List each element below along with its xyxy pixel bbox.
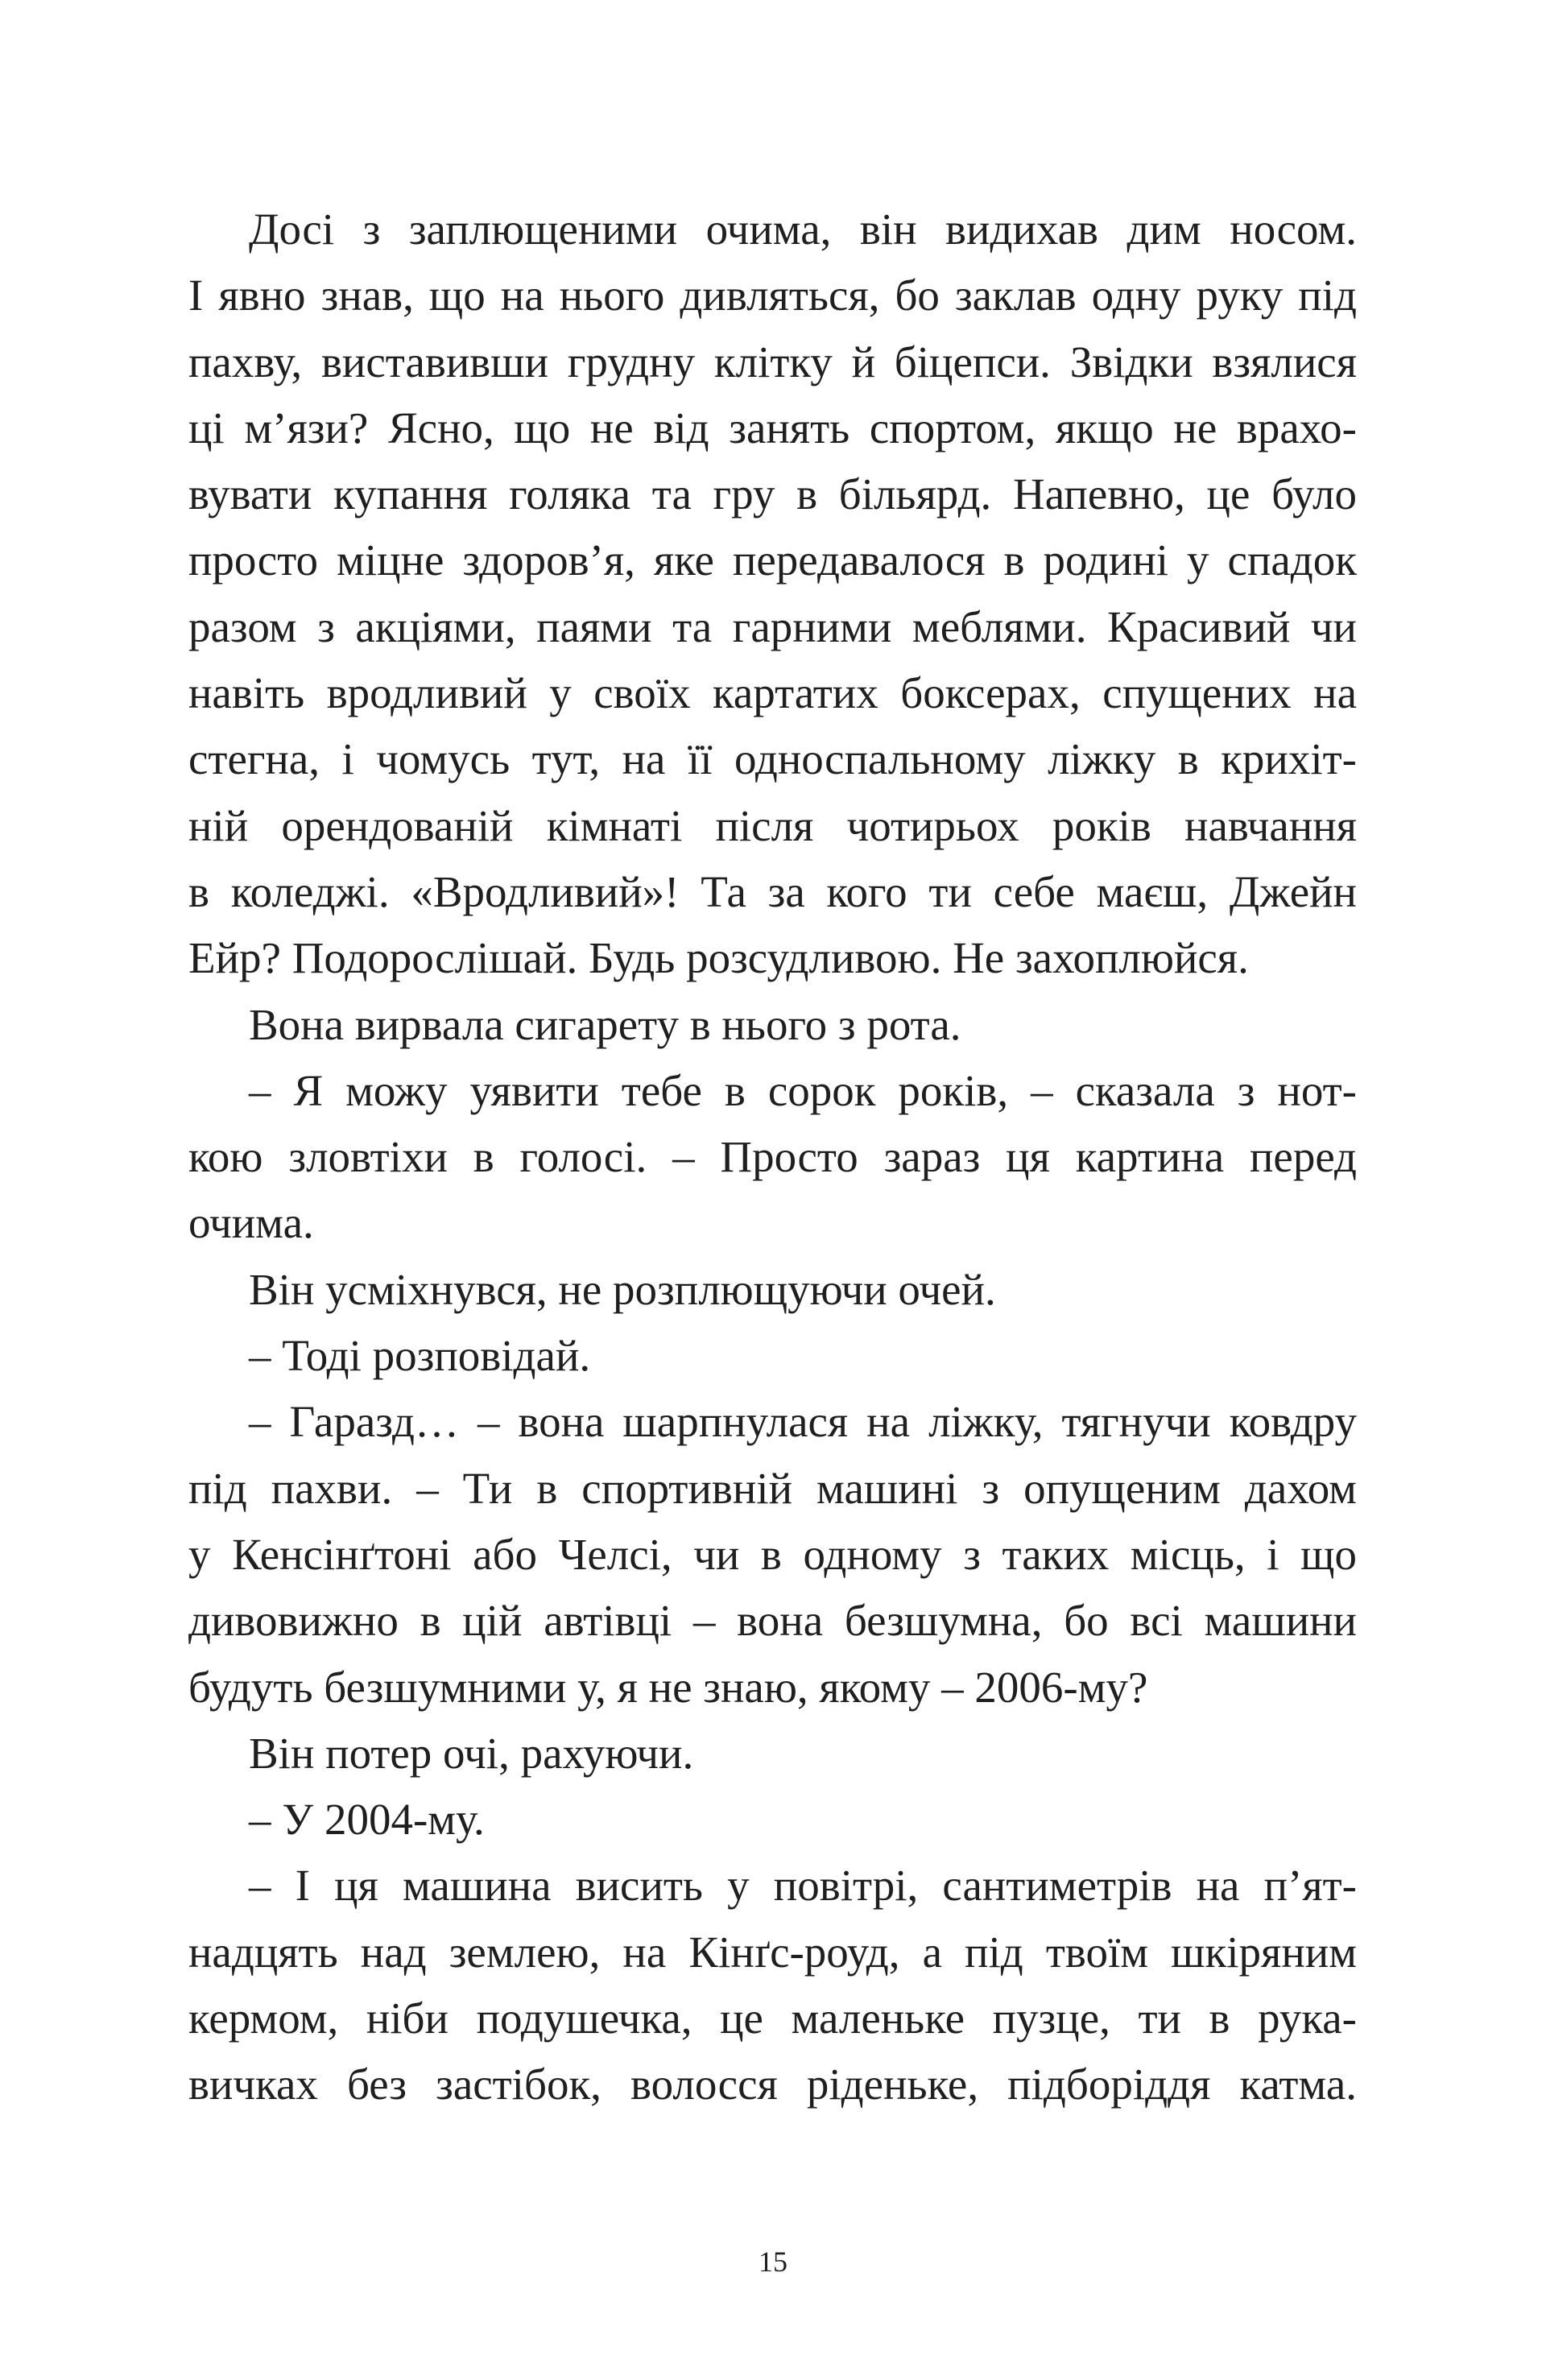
text-line: І явно знав, що на нього дивляться, бо заклав одну руку під: [188, 271, 1357, 320]
text-line: просто міцне здоров’я, яке передавалося в родині у спадок: [188, 535, 1357, 585]
text-line: Вона вирвала сигарету в нього з рота.: [249, 999, 961, 1049]
text-line: Він усміхнувся, не розплющуючи очей.: [249, 1264, 996, 1314]
text-line: очима.: [188, 1198, 314, 1248]
text-line: – Я можу уявити тебе в сорок років, – сказала з нот-: [249, 1065, 1357, 1115]
page-number: 15: [759, 2246, 787, 2278]
text-line: стегна, і чомусь тут, на її односпальному ліжку в крихіт-: [188, 734, 1357, 784]
text-line: ній орендованій кімнаті після чотирьох років навчання: [188, 800, 1357, 850]
text-line: в коледжі. «Вродливий»! Та за кого ти себе маєш, Джейн: [188, 866, 1357, 916]
text-line: вувати купання голяка та гру в більярд. Напевно, це було: [188, 469, 1357, 519]
text-line: пахву, виставивши грудну клітку й біцепси. Звідки взялися: [188, 337, 1357, 386]
text-line: навіть вродливий у своїх картатих боксерах, спущених на: [188, 668, 1357, 718]
text-line: кермом, ніби подушечка, це маленьке пузце, ти в рука-: [188, 1994, 1357, 2043]
text-line: Досі з заплющеними очима, він видихав дим носом.: [249, 205, 1357, 254]
text-line: – І ця машина висить у повітрі, сантиметрів на п’ят-: [249, 1861, 1357, 1911]
text-line: ці м’язи? Ясно, що не від занять спортом, якщо не врахо-: [188, 403, 1357, 452]
text-line: будуть безшумними у, я не знаю, якому – 2006-му?: [188, 1662, 1148, 1712]
text-line: – У 2004-му.: [249, 1795, 485, 1845]
text-line: дивовижно в цій автівці – вона безшумна, бо всі машини: [188, 1596, 1357, 1646]
text-line: Ейр? Подорослішай. Будь розсудливою. Не захоплюйся.: [188, 933, 1249, 983]
text-line: надцять над землею, на Кінґс-роуд, а під твоїм шкіряним: [188, 1927, 1357, 1977]
text-line: Він потер очі, рахуючи.: [249, 1728, 694, 1778]
text-line: вичках без застібок, волосся ріденьке, підборіддя катма.: [188, 2060, 1357, 2109]
text-line: – Тоді розповідай.: [249, 1331, 591, 1381]
text-line: разом з акціями, паями та гарними меблями. Красивий чи: [188, 601, 1357, 651]
body-text: [188, 196, 1357, 2118]
text-line: у Кенсінґтоні або Челсі, чи в одному з таких місць, і що: [188, 1529, 1357, 1579]
text-line: під пахви. – Ти в спортивній машині з опущеним дахом: [188, 1463, 1357, 1513]
text-line: – Гаразд… – вона шарпнулася на ліжку, тягнучи ковдру: [249, 1397, 1357, 1447]
text-line: кою зловтіхи в голосі. – Просто зараз ця картина перед: [188, 1132, 1357, 1182]
